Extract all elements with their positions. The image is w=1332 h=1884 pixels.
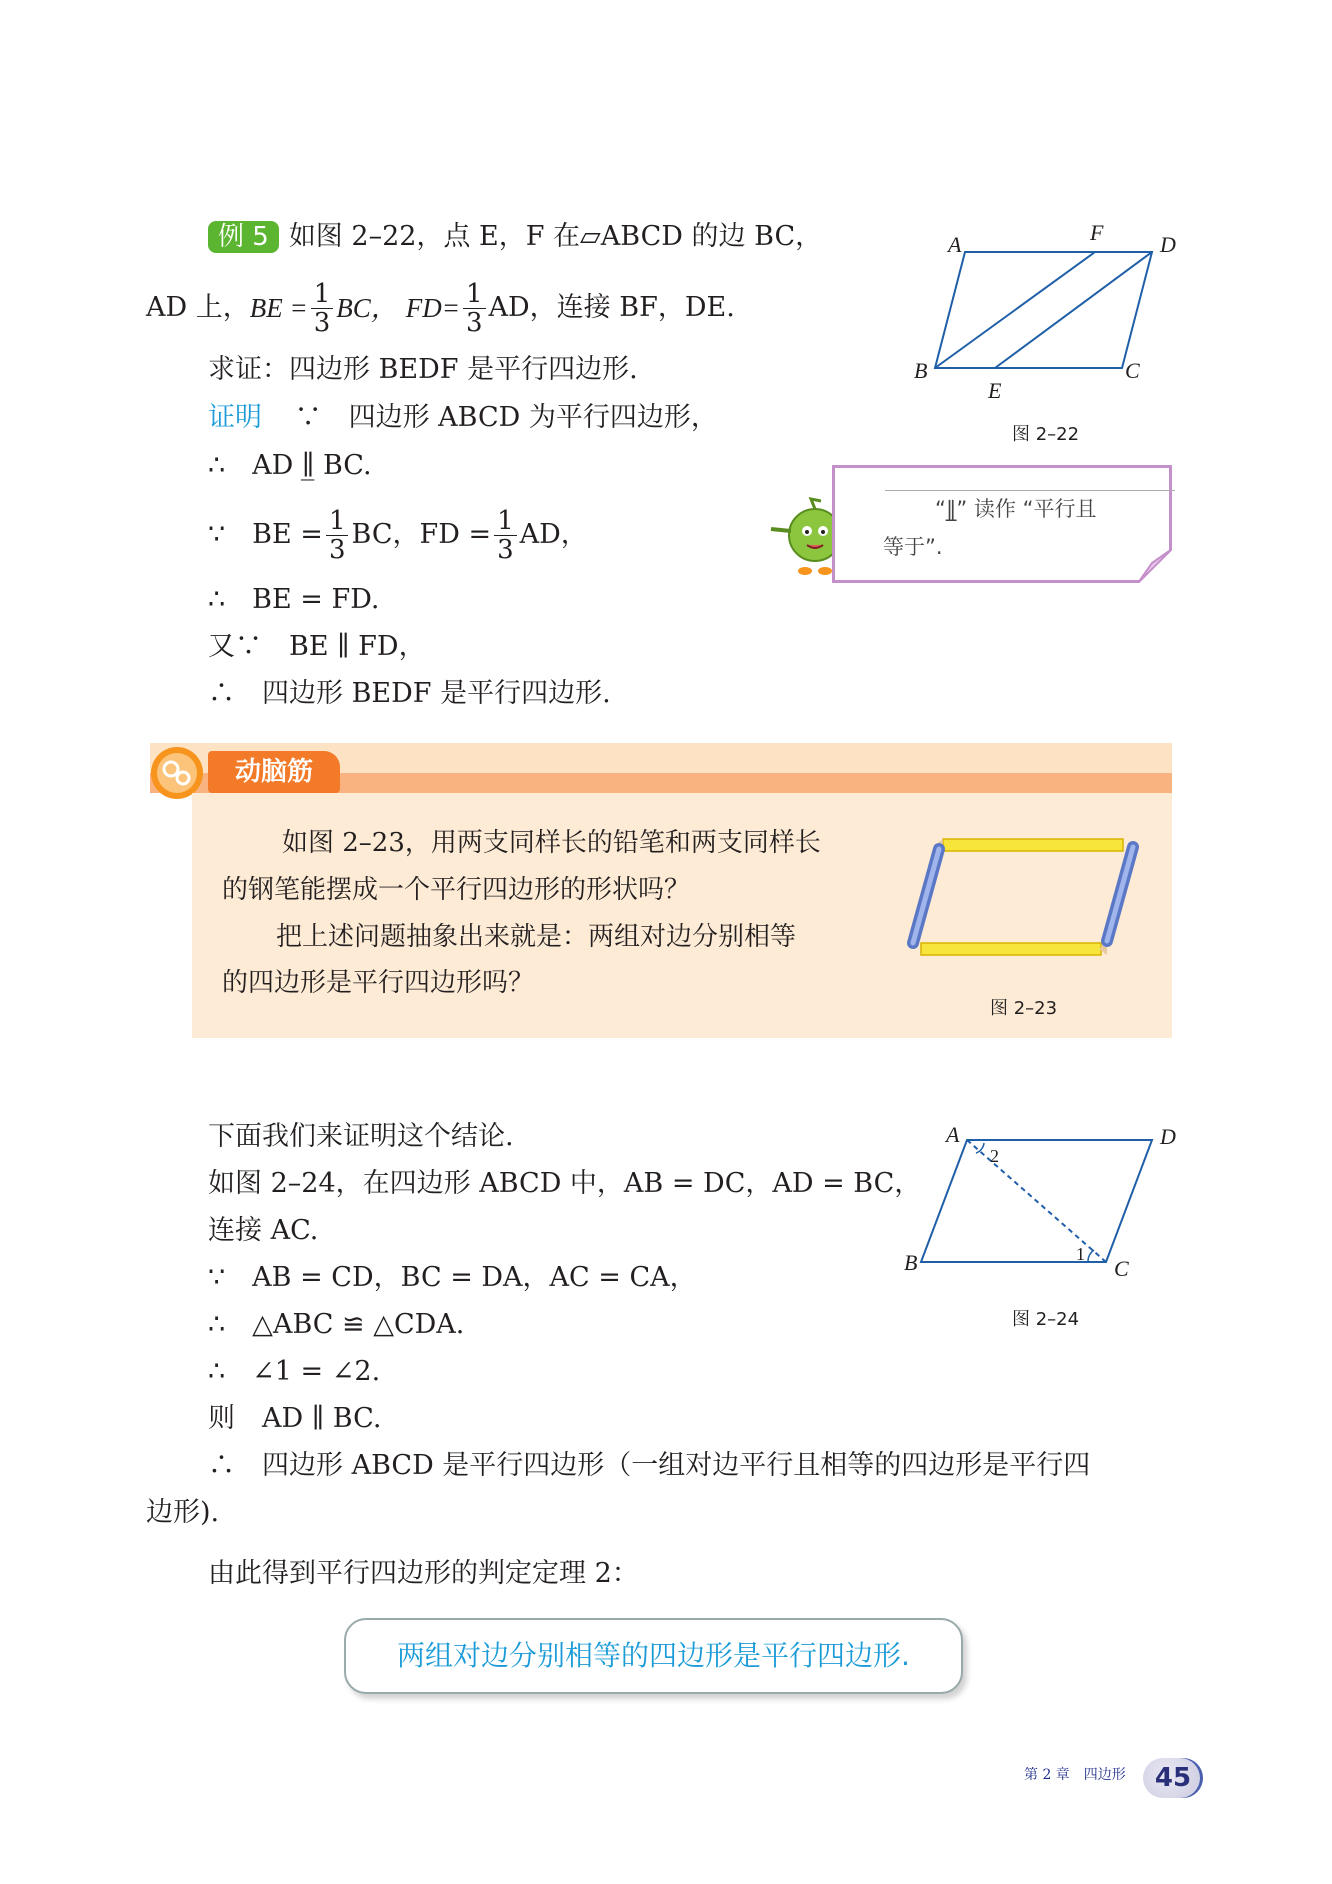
chapter-footer: 第 2 章 四边形 xyxy=(1024,1767,1126,1783)
figure-2-22 xyxy=(900,220,1200,410)
proof2-line-1: 下面我们来证明这个结论. xyxy=(208,1121,514,1152)
parallelogram-abcd xyxy=(935,252,1152,368)
example-heading xyxy=(208,219,822,255)
think-p2a: 把上述问题抽象出来就是：两组对边分别相等 xyxy=(276,922,797,952)
proof2-line-3: 连接 AC. xyxy=(208,1215,319,1246)
figure-2-23 xyxy=(895,825,1155,965)
proof2-line-4: ∵ AB = CD，BC = DA，AC = CA， xyxy=(208,1262,697,1293)
proof-line-6: ∴ 四边形 BEDF 是平行四边形. xyxy=(208,678,611,709)
figure-2-24 xyxy=(900,1120,1200,1300)
page-number: 45 xyxy=(1143,1758,1203,1798)
label-f: F xyxy=(1090,220,1104,245)
think-title: 动脑筋 xyxy=(208,751,340,793)
caption-2-22: 图 2–22 xyxy=(1012,424,1080,445)
proof2-line-10: 由此得到平行四边形的判定定理 2： xyxy=(208,1558,639,1589)
label-a: A xyxy=(948,232,962,257)
note-line-2: 等于”. xyxy=(883,535,943,559)
fraction: $\frac{1}{3}$ xyxy=(311,280,334,337)
proof-line-1: 证明 ∵ 四边形 ABCD 为平行四边形， xyxy=(208,402,718,433)
label-d: D xyxy=(1160,1124,1176,1149)
proof-label: 证明 xyxy=(208,402,262,433)
proof2-line-5: ∴ △ABC ≌ △CDA. xyxy=(208,1309,465,1340)
proof-line-2: ∴ AD ∥̲ BC. xyxy=(208,450,372,481)
example-line2: AD 上， BE = $\frac{1}{3}$ BC， FD= $\frac{1}{3}$ AD，连接 BF，DE. xyxy=(146,278,735,338)
page-curl-icon xyxy=(1138,549,1172,583)
proof2-line-7: 则 AD ∥ BC. xyxy=(208,1403,382,1434)
caption-2-24: 图 2–24 xyxy=(1012,1309,1080,1330)
segment-de xyxy=(995,252,1152,368)
label-e: E xyxy=(988,378,1002,403)
think-p1a: 如图 2–23，用两支同样长的铅笔和两支同样长 xyxy=(282,828,821,858)
proof2-line-9: 边形). xyxy=(146,1497,220,1528)
label-b: B xyxy=(904,1250,918,1275)
diagonal-ac xyxy=(967,1140,1106,1262)
proof-line-3: ∵ BE = $\frac{1}{3}$ BC，FD = $\frac{1}{3}$ AD， xyxy=(208,505,588,565)
theorem-box: 两组对边分别相等的四边形是平行四边形. xyxy=(344,1618,963,1694)
note-line-1: “∥̲” 读作 “平行且 xyxy=(935,497,1097,521)
label-b: B xyxy=(914,358,928,383)
label-c: C xyxy=(1114,1256,1129,1281)
proof2-line-8: ∴ 四边形 ABCD 是平行四边形（一组对边平行且相等的四边形是平行四 xyxy=(208,1450,1091,1481)
label-d: D xyxy=(1160,232,1176,257)
caption-2-23: 图 2–23 xyxy=(990,998,1058,1019)
proof-line-5: 又∵ BE ∥ FD， xyxy=(208,631,426,662)
proof2-line-2: 如图 2–24，在四边形 ABCD 中，AB = DC，AD = BC， xyxy=(208,1168,922,1199)
proof2-line-6: ∴ ∠1 = ∠2. xyxy=(208,1356,381,1387)
angle-1: 1 xyxy=(1076,1244,1085,1264)
label-c: C xyxy=(1125,358,1140,383)
think-p1b: 的钢笔能摆成一个平行四边形的形状吗？ xyxy=(222,875,691,905)
fraction: $\frac{1}{3}$ xyxy=(494,507,517,564)
example-line1: 如图 2–22，点 E，F 在▱ABCD 的边 BC， xyxy=(288,221,823,252)
proof-line-4: ∴ BE = FD. xyxy=(208,584,380,615)
example-tag: 例 5 xyxy=(208,221,279,253)
segment-bf xyxy=(935,252,1095,368)
angle-2: 2 xyxy=(990,1146,999,1166)
note-box xyxy=(832,465,1172,583)
fraction: $\frac{1}{3}$ xyxy=(326,507,349,564)
think-p2b: 的四边形是平行四边形吗？ xyxy=(222,968,535,998)
fraction: $\frac{1}{3}$ xyxy=(463,280,486,337)
label-a: A xyxy=(946,1122,960,1147)
example-goal: 求证：四边形 BEDF 是平行四边形. xyxy=(208,354,638,385)
